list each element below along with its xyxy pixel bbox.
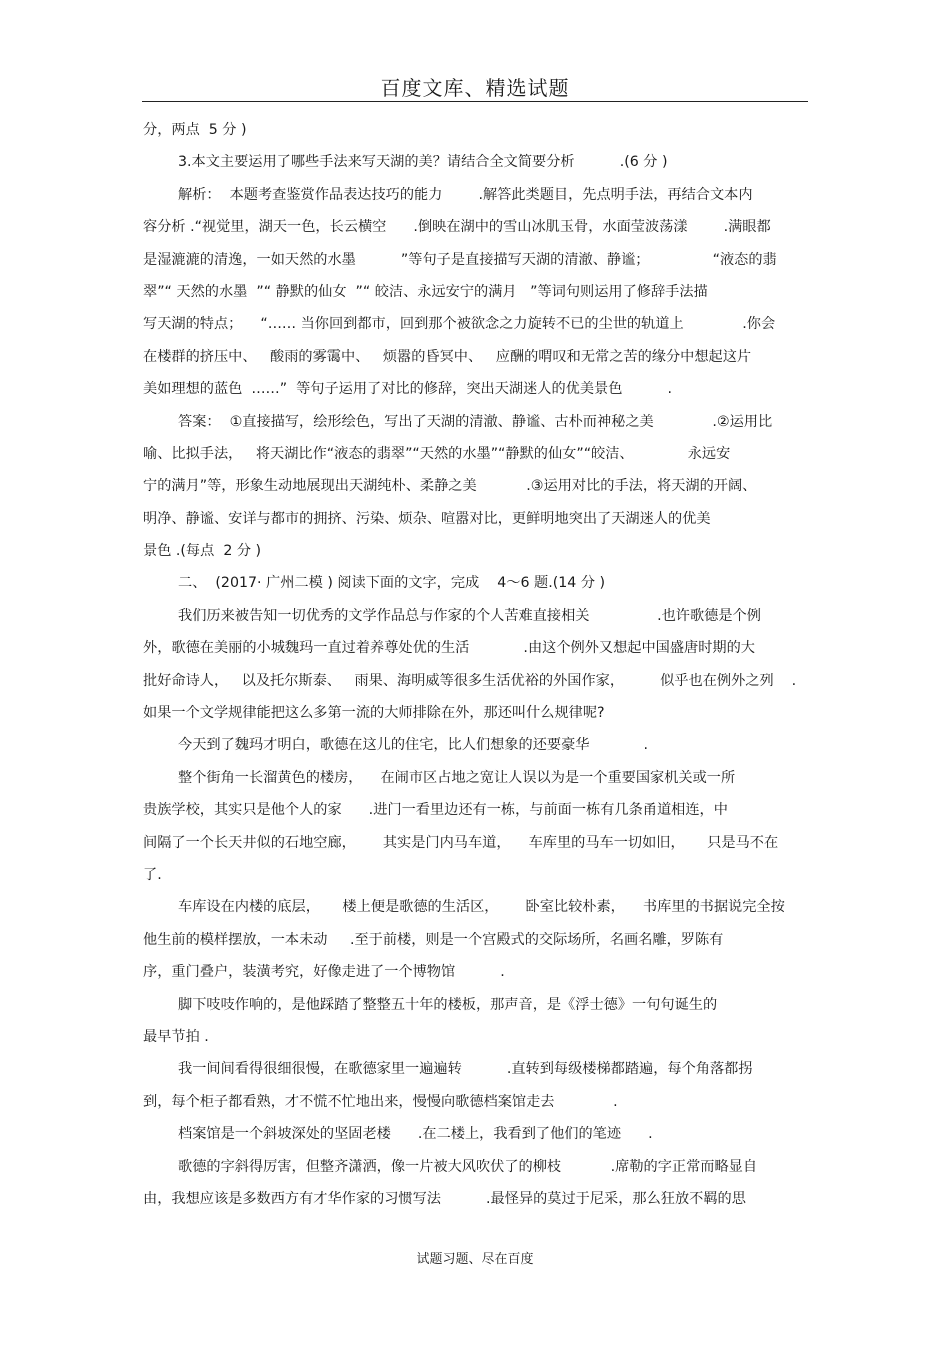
text-line: 是湿漉漉的清逸，一如天然的水墨 ”等句子是直接描写天湖的清澈、静谧； “液态的翡 [143,251,777,268]
text-line: 今天到了魏玛才明白，歌德在这儿的住宅，比人们想象的还要豪华 . [178,737,649,754]
text-line: 在楼群的挤压中、 酸雨的雾霭中、 烦嚣的昏冥中、 应酬的喟叹和无常之苦的缘分中想起这片 [143,348,752,365]
text-line: 序，重门叠户，装潢考究，好像走进了一个博物馆 . [143,964,505,981]
text-line: 容分析 .“视觉里，湖天一色，长云横空 .倒映在湖中的雪山冰肌玉骨，水面莹波荡漾 .满眼都 [143,219,771,236]
text-line: 档案馆是一个斜坡深处的坚固老楼 .在二楼上，我看到了他们的笔迹 . [178,1126,653,1143]
text-line: 车库设在内楼的底层， 楼上便是歌德的生活区， 卧室比较朴素， 书库里的书据说完全按 [178,899,785,916]
text-line: 我们历来被告知一切优秀的文学作品总与作家的个人苦难直接相关 .也许歌德是个例 [178,607,761,624]
text-line: 3.本文主要运用了哪些手法来写天湖的美？请结合全文简要分析 .(6 分 ) [178,154,668,171]
text-line: 明净、静谧、安详与都市的拥挤、污染、烦杂、喧嚣对比，更鲜明地突出了天湖迷人的优美 [143,510,711,527]
text-line: 到，每个柜子都看熟，才不慌不忙地出来，慢慢向歌德档案馆走去 . [143,1093,618,1110]
text-line: 美如理想的蓝色 ……” 等句子运用了对比的修辞，突出天湖迷人的优美景色 . [143,381,672,398]
text-line: 贵族学校，其实只是他个人的家 .进门一看里边还有一栋，与前面一栋有几条甬道相连，中 [143,802,728,819]
text-line: 整个街角一长溜黄色的楼房， 在闹市区占地之宽让人误以为是一个重要国家机关或一所 [178,769,736,786]
text-line: 我一间间看得很细很慢，在歌德家里一遍遍转 .直转到每级楼梯都踏遍，每个角落都拐 [178,1061,753,1078]
text-line: 解析： 本题考查鉴赏作品表达技巧的能力 .解答此类题目，先点明手法，再结合文本内 [178,186,753,203]
text-line: 分，两点 5 分 ) [143,122,247,138]
text-line: 写天湖的特点； “…… 当你回到都市，回到那个被欲念之力旋转不已的尘世的轨道上 .你会 [143,316,776,333]
text-line: 间隔了一个长天井似的石地空廊， 其实是门内马车道， 车库里的马车一切如旧， 只是马不在 [143,834,779,851]
text-line: 二、 (2017· 广州二模 ) 阅读下面的文字，完成 4～6 题.(14 分 ) [178,575,606,592]
page-footer: 试题习题、尽在百度 [416,1252,534,1267]
text-line: 喻、比拟手法， 将天湖比作“液态的翡翠”“天然的水墨”“静默的仙女”“皎洁、 永远安 [143,445,731,462]
header-rule [142,101,808,102]
text-line: 如果一个文学规律能把这么多第一流的大师排除在外，那还叫什么规律呢? [143,705,605,722]
text-line: 翠”“ 天然的水墨 ”“ 静默的仙女 ”“ 皎洁、永远安宁的满月 ”等词句则运用了修辞手法描 [143,283,708,300]
text-line: 歌德的字斜得厉害，但整齐潇洒，像一片被大风吹伏了的柳枝 .席勒的字正常而略显自 [178,1158,758,1175]
text-line: 最早节拍 . [143,1028,209,1045]
document-body [143,114,815,1215]
text-line: 批好命诗人， 以及托尔斯泰、 雨果、海明威等很多生活优裕的外国作家， 似乎也在例外之列 . [143,672,797,689]
text-line: 脚下吱吱作响的，是他踩踏了整整五十年的楼板，那声音，是《浮士德》一句句诞生的 [178,996,718,1013]
text-line: 了. [143,866,162,883]
page-header-title: 百度文库、精选试题 [380,76,570,100]
text-line: 景色 .(每点 2 分 ) [143,543,262,560]
text-line: 答案： ①直接描写，绘形绘色，写出了天湖的清澈、静谧、古朴而神秘之美 .②运用比 [178,413,773,430]
text-line: 由，我想应该是多数西方有才华作家的习惯写法 .最怪异的莫过于尼采，那么狂放不羁的思 [143,1190,746,1207]
text-line: 宁的满月”等，形象生动地展现出天湖纯朴、柔静之美 .③运用对比的手法，将天湖的开阔、 [143,478,757,495]
text-line: 他生前的模样摆放，一本未动 .至于前楼，则是一个宫殿式的交际场所，名画名雕，罗陈有 [143,931,724,948]
text-line: 外，歌德在美丽的小城魏玛一直过着养尊处优的生活 .由这个例外又想起中国盛唐时期的大 [143,640,755,657]
